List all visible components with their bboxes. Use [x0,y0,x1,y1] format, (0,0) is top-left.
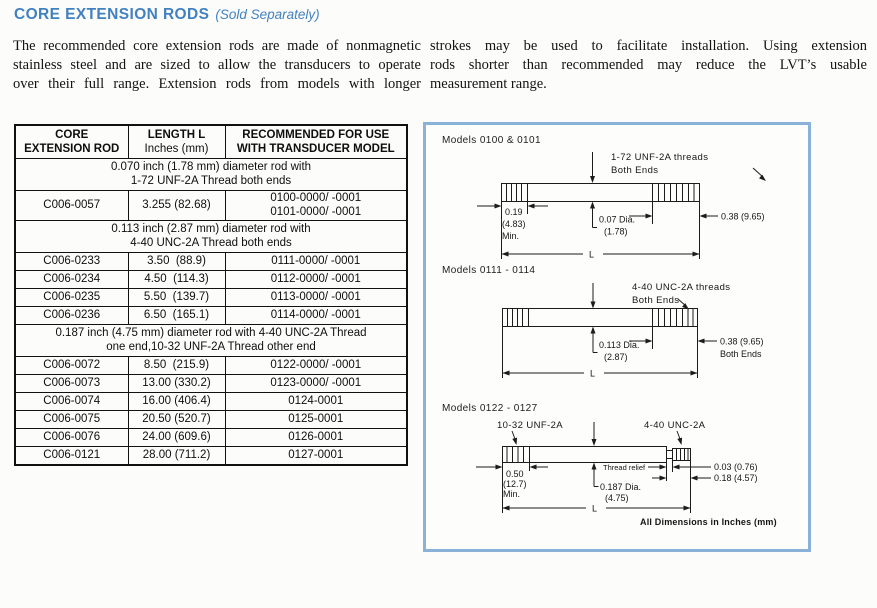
dimensions-footnote: All Dimensions in Inches (mm) [640,517,777,527]
text-line: stainless steel and are sized to allow the transducers to operate [13,57,421,73]
core-extension-rod-table [14,124,408,466]
thread-spec-label: 1-72 UNF-2A threads [611,152,709,163]
diagram-models-0100-0101 [426,149,808,263]
page-subtitle: (Sold Separately) [215,7,320,22]
diagram-models-0111-0114 [426,278,808,386]
table-section-row: 0.113 inch (2.87 mm) diameter rod with 4-40 UNC-2A Thread both ends [15,221,407,253]
col-header-length: LENGTH L Inches (mm) [128,125,225,159]
table-row: C006-0057 3.255 (82.68) 0100-0000/ -0001 0101-0000/ -0001 [15,191,407,221]
dim-min-mm: (12.7) [503,479,527,489]
table-row: C006-0236 6.50 (165.1) 0114-0000/ -0001 [15,307,407,325]
diagram-models-0122-0127 [426,415,808,545]
table-row: C006-0072 8.50 (215.9) 0122-0000/ -0001 [15,357,407,375]
intro-paragraph-right [430,37,867,94]
section-heading [14,6,320,24]
table-row: C006-0234 4.50 (114.3) 0112-0000/ -0001 [15,271,407,289]
intro-paragraph-left [13,37,421,94]
dim-relief-width: 0.03 (0.76) [714,462,758,472]
text-line: rods shorter than recommended may reduce the LVT’s usable [430,57,867,73]
table-row: C006-0233 3.50 (88.9) 0111-0000/ -0001 [15,253,407,271]
col-header-rod: CORE EXTENSION ROD [15,125,128,159]
dim-min-label: Min. [503,489,521,499]
text-line: The recommended core extension rods are made of nonmagnetic [13,38,421,54]
dim-diameter: 0.113 Dia. [599,340,640,350]
thread-spec-right-label: 4-40 UNC-2A [644,420,706,431]
dim-stub-length: 0.18 (4.57) [714,473,758,483]
dim-end-length: 0.38 (9.65) [720,336,764,347]
thread-spec-label: 4-40 UNC-2A threads [632,282,731,293]
table-row: C006-0075 20.50 (520.7) 0125-0001 [15,411,407,429]
table-header-row [15,125,407,159]
dim-diameter-mm: (4.75) [605,493,629,503]
diagram-panel [423,122,811,552]
table-row: C006-0235 5.50 (139.7) 0113-0000/ -0001 [15,289,407,307]
thread-relief-label: Thread relief [603,463,646,472]
dim-overall-length: L [589,249,595,260]
dim-diameter: 0.187 Dia. [600,482,642,492]
dim-min-mm: (4.83) [502,219,526,229]
thread-spec-label: Both Ends [632,295,680,306]
dimension-lines [476,422,711,513]
table-row: C006-0076 24.00 (609.6) 0126-0001 [15,429,407,447]
table-row: C006-0121 28.00 (711.2) 0127-0001 [15,447,407,466]
table-section-row: 0.070 inch (1.78 mm) diameter rod with 1-72 UNF-2A Thread both ends [15,159,407,191]
thread-spec-left-label: 10-32 UNF-2A [497,420,564,431]
dim-diameter: 0.07 Dia. [599,214,636,225]
diagram-title-0122-0127: Models 0122 - 0127 [442,403,538,414]
diagram-title-0100-0101: Models 0100 & 0101 [442,135,541,146]
text-line: strokes may be used to facilitate installation. Using extension [430,38,867,54]
table-row: C006-0074 16.00 (406.4) 0124-0001 [15,393,407,411]
dim-diameter-mm: (2.87) [604,352,628,362]
dimension-lines [503,283,718,378]
dim-diameter-mm: (1.78) [604,226,628,237]
text-line: measurement range. [430,76,547,92]
text-line: over their full range. Extension rods from models with longer [13,76,421,92]
dim-end-length: 0.38 (9.65) [721,211,765,222]
dim-end-length-note: Both Ends [720,349,762,359]
table-section-row: 0.187 inch (4.75 mm) diameter rod with 4-40 UNC-2A Thread one end,10-32 UNF-2A Thread other end [15,325,407,357]
dim-min-value: 0.19 [505,207,523,217]
dim-overall-length: L [592,503,598,514]
table-row: C006-0073 13.00 (330.2) 0123-0000/ -0001 [15,375,407,393]
page-title: CORE EXTENSION RODS [14,6,210,23]
diagram-title-0111-0114: Models 0111 - 0114 [442,265,536,276]
col-header-model: RECOMMENDED FOR USE WITH TRANSDUCER MODEL [225,125,407,159]
thread-spec-label: Both Ends [611,165,659,176]
dim-min-label: Min. [502,231,520,241]
dim-min-value: 0.50 [506,469,524,479]
dim-overall-length: L [590,368,596,379]
